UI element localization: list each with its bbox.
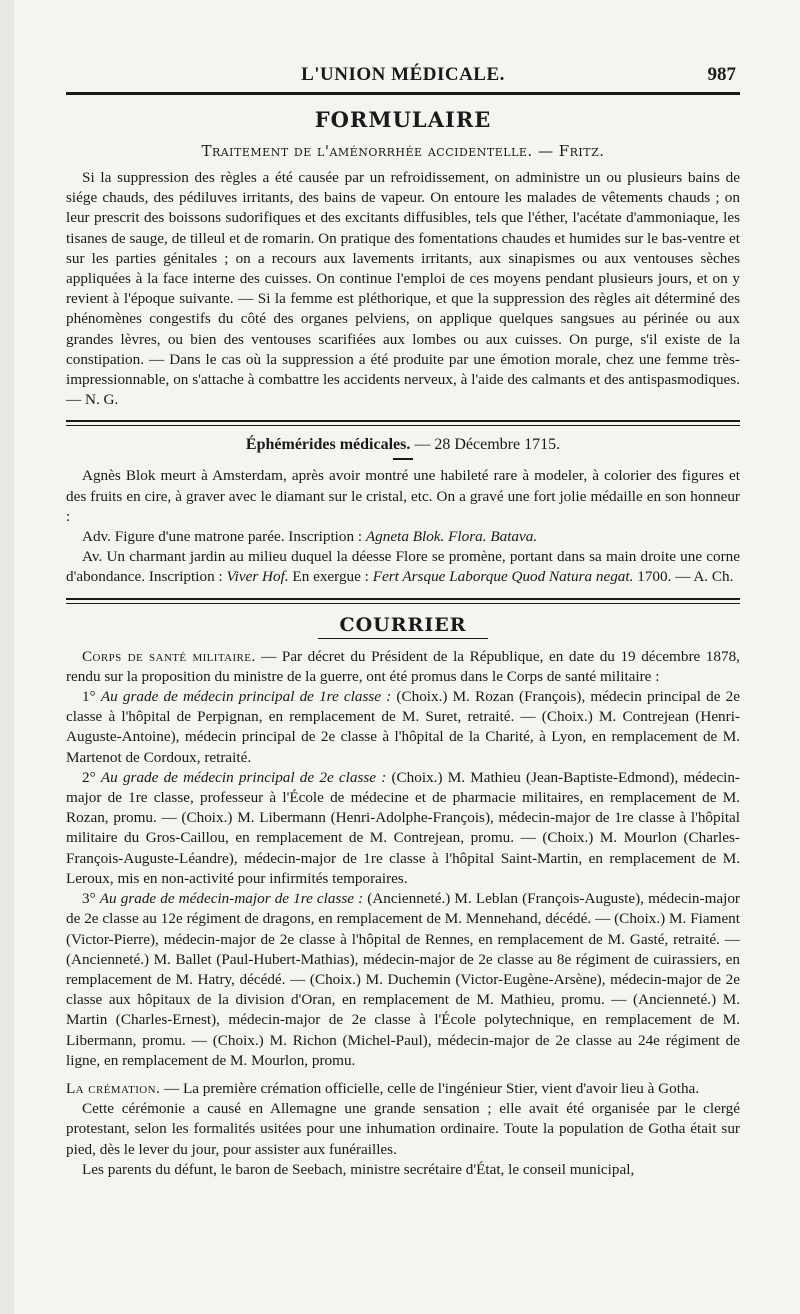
courrier-title-underline [318,638,488,639]
ephemerides-p2 [66,527,740,547]
header-rule [66,92,740,95]
page-header [66,62,740,92]
courrier-p1-body: — Par décret du Président de la République, en date du 19 décembre 1878, rendu sur la proposition du ministre de la guerre, ont été promus dans le Corps de santé militaire : [66,647,740,685]
courrier-p1-head: Corps de santé militaire. [82,647,256,665]
courrier-p5-head: La crémation. [66,1079,161,1097]
ephemerides-title: Éphémérides médicales. [245,436,411,454]
courrier-p5 [66,1079,740,1099]
courrier-title: COURRIER [339,613,467,636]
formulaire-paragraph: Si la suppression des règles a été causée par un refroidissement, on administre un ou plusieurs bains de siége chauds, des pédiluves irritants, des bains de vapeur. On entoure les malades de vêtements chauds ; on leur prescrit des boissons sudorifiques et des excitants diffusibles, tels que l'éther, l'acétate d'ammoniaque, les tisanes de sauge, de tilleul et de romarin. On pratique des fomentations chaudes et humides sur le bas-ventre et sur les parties génitales ; on a recours aux lavements irritants, aux sinapismes ou aux ventouses sèches appliquées à la face interne des cuisses. On continue l'emploi de ces moyens pendant plusieurs jours, et on y revient à l'époque suivante. — Si la femme est pléthorique, et que la suppression des règles ait déterminé des phénomènes congestifs du côté des organes pelviens, on applique quelques sangsues au périnée ou aux grandes lèvres, ou bien des ventouses scarifiées aux lombes ou aux cuisses. On purge, s'il existe de la constipation. — Dans le cas où la suppression a été produite par une émotion morale, chez une femme très-impressionnable, on s'attache à combattre les accidents nerveux, à l'aide des calmants et des antispasmodiques. — N. G. [66,169,740,409]
courrier-p7: Les parents du défunt, le baron de Seebach, ministre secrétaire d'État, le conseil municipal, [82,1160,635,1178]
ephemerides-p1: Agnès Blok meurt à Amsterdam, après avoir montré une habileté rare à modeler, à colorier des figures et des fruits en cire, à graver avec le diamant sur le cristal, etc. On a gravé une fort jolie médaille en son honneur : [66,467,740,525]
courrier-p4-body: (Ancienneté.) M. Leblan (François-Auguste), médecin-major de 2e classe au 12e régiment de dragons, en remplacement de M. Mennehand, décédé. — (Choix.) M. Fiament (Victor-Pierre), médecin-major de 2e classe à l'hôpital de Rennes, en remplacement de M. Gasté, retraité. — (Ancienneté.) M. Ballet (Paul-Hubert-Mathias), médecin-major de 2e classe au 8e régiment de cuirassiers, en remplacement de M. Hatry, décédé. — (Choix.) M. Duchemin (Victor-Eugène-Arsène), médecin-major de 2e classe aux hôpitaux de la division d'Oran, en remplacement de M. Mathieu, promu. — (Ancienneté.) M. Martin (Charles-Ernest), médecin-major de 2e classe à l'École polytechnique, en remplacement de M. Libermann, promu. — (Choix.) M. Richon (Michel-Paul), médecin-major de 2e classe au 24e régiment de ligne, en remplacement de M. Mourlon, promu. [66,890,740,1069]
courrier-p2-body: (Choix.) M. Rozan (François), médecin principal de 2e classe à l'hôpital de Perpignan, en remplacement de M. Suret, retraité. — (Choix.) M. Contrejean (Henri-Auguste-Antoine), médecin principal de 2e classe à l'hôpital de la Charité, à Lyon, en remplacement de M. Martenot de Cordoux, retraité. [66,688,740,766]
ephemerides-inscription-1: Agneta Blok. Flora. Batava. [365,528,538,546]
ephemerides-exergue: Fert Arsque Laborque Quod Natura negat. [372,568,634,586]
page-number: 987 [707,64,736,85]
formulaire-title: FORMULAIRE [314,107,492,132]
section-divider-2 [66,598,740,604]
courrier-p3-body: (Choix.) M. Mathieu (Jean-Baptiste-Edmond), médecin-major de 1re classe, professeur à l'École de médecine et de pharmacie militaires, en remplacement de M. Rozan, promu. — (Choix.) M. Libermann (Henri-Adolphe-François), médecin-major de 1re classe à l'hôpital militaire du Gros-Caillou, en remplacement de M. Contrejean, promu. — (Choix.) M. Mourlon (Charles-François-Auguste-Léandre), médecin-major de 1re classe à l'hôpital Saint-Martin, en remplacement de M. Leroux, mis en non-activité pour infirmités temporaires. [66,768,740,887]
courrier-p4-num: 3° [82,890,100,908]
courrier-p3-num: 2° [82,768,101,786]
courrier-p2-head: Au grade de médecin principal de 1re classe : [100,688,392,706]
spacer [66,1071,740,1079]
courrier-p2 [66,687,740,768]
courrier-p4-head: Au grade de médecin-major de 1re classe : [99,890,364,908]
courrier-p3 [66,768,740,889]
ephemerides-p3 [66,547,740,587]
ephemerides-p2-text: Adv. Figure d'une matrone parée. Inscription : [82,528,366,546]
ephemerides-p3-mid: En exergue : [288,568,373,586]
courrier-p1 [66,647,740,687]
ephemerides-inscription-2: Viver Hof. [226,568,289,586]
courrier-p4 [66,889,740,1071]
courrier-p5-body: — La première crémation officielle, celle de l'ingénieur Stier, vient d'avoir lieu à Gotha. [160,1079,700,1097]
courrier-p3-head: Au grade de médecin principal de 2e classe : [100,768,387,786]
ephemerides-p3-text: Av. Un charmant jardin au milieu duquel la déesse Flore se promène, portant dans sa main droite une corne d'abondance. Inscription : [66,548,740,586]
ephemerides-p3-end: 1700. — A. Ch. [633,568,734,586]
formulaire-subtitle: Traitement de l'aménorrhée accidentelle. — Fritz. [201,142,605,160]
ephemerides-heading [66,436,740,454]
running-title: L'UNION MÉDICALE. [301,64,505,85]
ephemerides-date: — 28 Décembre 1715. [414,436,561,454]
section-divider [66,420,740,426]
courrier-p2-num: 1° [82,688,101,706]
short-dash [393,458,413,460]
courrier-p6: Cette cérémonie a causé en Allemagne une grande sensation ; elle avait été organisée par le clergé protestant, selon les formalités usitées pour une inhumation ordinaire. Toute la population de Gotha était sur pied, dès le lever du jour, pour assister aux funérailles. [66,1100,740,1158]
